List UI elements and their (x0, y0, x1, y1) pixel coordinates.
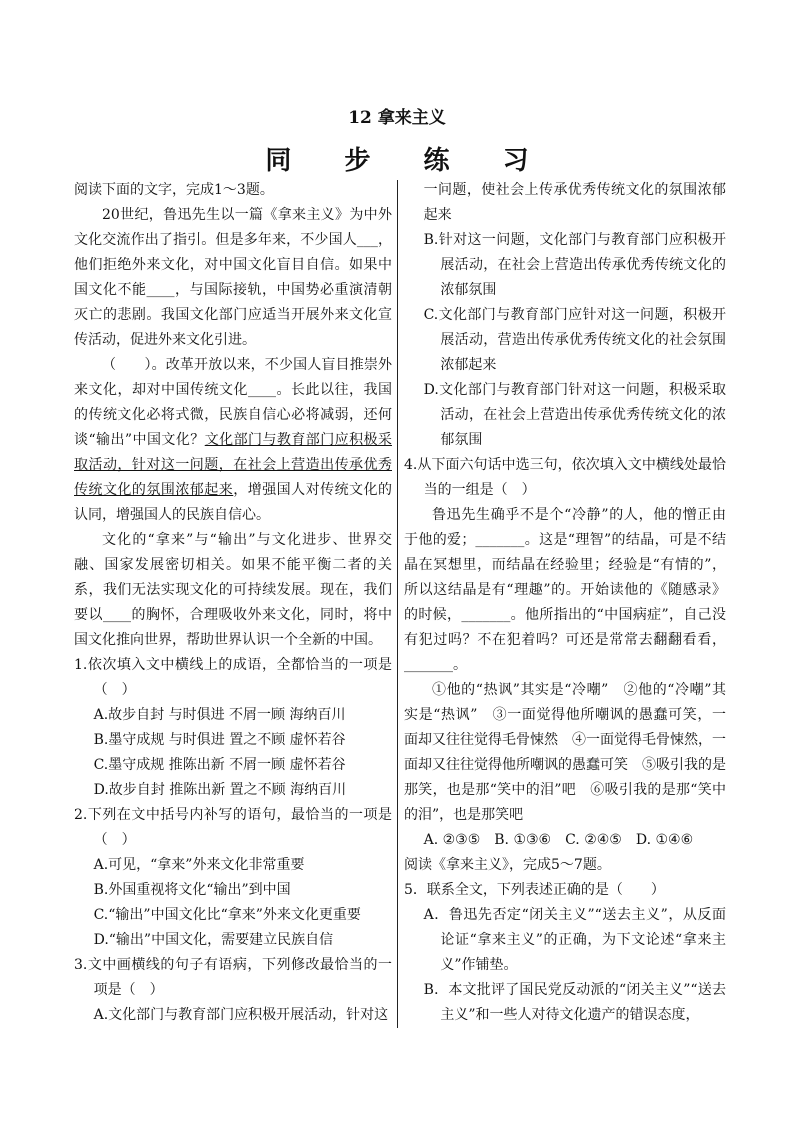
question-1-option-d: D.故步自封 推陈出新 置之不顾 海纳百川 (93, 782, 347, 798)
question-1-option-a: A.故步自封 与时俱进 不屑一顾 海纳百川 (93, 707, 346, 723)
question-1-option-b: B.墨守成规 与时俱进 置之不顾 虚怀若谷 (93, 732, 346, 748)
question-5: 5．联系全文，下列表述正确的是（ ） (404, 882, 665, 898)
reading-intro-2: 阅读《拿来主义》，完成5～7题。 (404, 857, 611, 873)
question-4: 4.从下面六句话中选三句，依次填入文中横线处最恰当的一组是（ ） (404, 457, 726, 498)
page-title: 12 拿来主义 (348, 108, 446, 128)
question-2-option-d: D.“输出”中国文化，需要建立民族自信 (93, 932, 334, 948)
question-3-option-a-continued: 一问题，使社会上传承优秀传统文化的氛围浓郁起来 (423, 182, 726, 223)
question-4-sentences: ①他的“热讽”其实是“冷嘲” ②他的“冷嘲”其实是“热讽” ③一面觉得他所嘲讽的愚蠢可笑，一面却又往往觉得毛骨悚然 ④一面觉得毛骨悚然，一面却又往往觉得他所嘲讽的愚蠢可笑 ⑤吸引我的是那笑，也是那“笑中的泪”吧 ⑥吸引我的是那“笑中的泪”，也是那笑吧 (404, 682, 726, 823)
passage-paragraph-2-end: ，增强国人对传统文化的认同，增强国人的民族自信心。 (74, 482, 393, 523)
right-column (404, 178, 726, 1028)
passage-paragraph-1: 20世纪，鲁迅先生以一篇《拿来主义》为中外文化交流作出了指引。但是多年来，不少国人___，他们拒绝外来文化，对中国文化盲目自信。如果中国文化不能____，与国际接轨，中国势必重演清朝灭亡的悲剧。我国文化部门应适当开展外来文化宣传活动，促进外来文化引进。 (74, 207, 392, 348)
question-4-passage: 鲁迅先生确乎不是个“冷静”的人，他的憎正由于他的爱；_______。这是“理智”的结晶，可是不结晶在冥想里，而结晶在经验里；经验是“有情的”，所以这结晶是有“理趣”的。开始读他的《随感录》的时候，_______。他所指出的“中国病症”，自己没有犯过吗？不在犯着吗？可还是常常去翻翻看看，_______。 (404, 507, 726, 673)
question-4-options: A. ②③⑤ B. ①③⑥ C. ②④⑤ D. ①④⑥ (423, 832, 694, 848)
question-2-option-b: B.外国重视将文化“输出”到中国 (93, 882, 291, 898)
question-5-option-b: B．本文批评了国民党反动派的“闭关主义”“送去主义”和一些人对待文化遗产的错误态度， (423, 982, 726, 1023)
column-divider (397, 180, 398, 1028)
question-3-option-c: C.文化部门与教育部门应针对这一问题，积极开展活动，营造出传承优秀传统文化的社会氛围浓郁起来 (423, 307, 726, 373)
passage-paragraph-2 (74, 353, 392, 528)
question-3-option-d: D.文化部门与教育部门针对这一问题，积极采取活动，在社会上营造出传承优秀传统文化的浓郁氛围 (423, 382, 726, 448)
left-column (74, 178, 392, 1028)
page-subtitle: 同 步 练 习 (265, 146, 551, 176)
reading-intro: 阅读下面的文字，完成1～3题。 (74, 182, 274, 198)
passage-paragraph-3: 文化的“拿来”与“输出”与文化进步、世界交融、国家发展密切相关。如果不能平衡二者的关系，我们无法实现文化的可持续发展。现在，我们要以____的胸怀，合理吸收外来文化，同时，将中国文化推向世界，帮助世界认识一个全新的中国。 (74, 532, 392, 648)
question-2-option-a: A.可见，“拿来”外来文化非常重要 (93, 857, 305, 873)
question-2-option-c: C.“输出”中国文化比“拿来”外来文化更重要 (93, 907, 361, 923)
underlined-sentence: 文化部门与教育部门应积极采取活动，针对这一问题，在社会上营造出传承优秀传统文化的氛围浓郁起来 (74, 432, 392, 498)
question-5-option-a: A．鲁迅先否定“闭关主义”“送去主义”，从反面论证“拿来主义”的正确，为下文论述“拿来主义”作铺垫。 (423, 907, 726, 973)
question-3-option-a: A.文化部门与教育部门应积极开展活动，针对这 (93, 1007, 389, 1023)
question-3: 3.文中画横线的句子有语病，下列修改最恰当的一项是（ ） (74, 957, 392, 998)
question-3-option-b: B.针对这一问题，文化部门与教育部门应积极开展活动，在社会上营造出传承优秀传统文化的浓郁氛围 (423, 232, 726, 298)
question-1-option-c: C.墨守成规 推陈出新 不屑一顾 虚怀若谷 (93, 757, 346, 773)
passage-paragraph-2-start: （ ）。改革开放以来，不少国人盲目推崇外来文化，却对中国传统文化____。长此以往，我国的传统文化必将式微，民族自信心必将减弱，还何谈“输出”中国文化？ (74, 357, 392, 448)
question-1: 1.依次填入文中横线上的成语，全都恰当的一项是（ ） (74, 657, 392, 698)
question-2: 2.下列在文中括号内补写的语句，最恰当的一项是（ ） (74, 807, 392, 848)
